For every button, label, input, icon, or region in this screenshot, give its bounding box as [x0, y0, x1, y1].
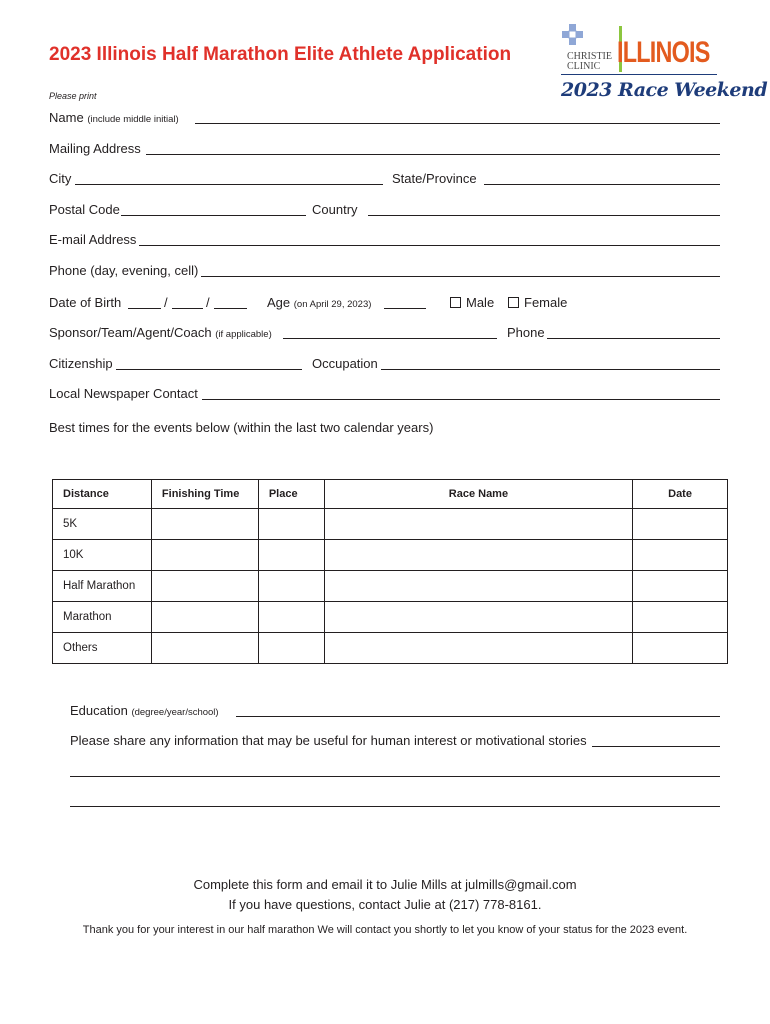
date-cell[interactable] [633, 602, 728, 633]
distance-cell: Half Marathon [53, 571, 152, 602]
time-cell[interactable] [151, 633, 258, 664]
race-name-cell[interactable] [324, 602, 632, 633]
distance-cell: 10K [53, 540, 152, 571]
age-input[interactable] [384, 308, 426, 309]
occupation-input[interactable] [381, 369, 720, 370]
time-cell[interactable] [151, 540, 258, 571]
age-label: Age (on April 29, 2023) [267, 295, 372, 310]
place-cell[interactable] [258, 571, 324, 602]
email-input[interactable] [139, 245, 720, 246]
page-title: 2023 Illinois Half Marathon Elite Athlete Application [49, 44, 512, 65]
email-label: E-mail Address [49, 232, 137, 247]
table-row [53, 509, 728, 540]
name-input[interactable] [195, 123, 720, 124]
phone-label: Phone (day, evening, cell) [49, 263, 199, 278]
mailing-address-input[interactable] [146, 154, 720, 155]
sponsor-phone-label: Phone [507, 325, 545, 340]
citizenship-input[interactable] [116, 369, 302, 370]
sponsor-label: Sponsor/Team/Agent/Coach (if applicable) [49, 325, 272, 340]
illinois-wordmark: ILLINOIS [617, 36, 710, 69]
time-cell[interactable] [151, 571, 258, 602]
table-header-row [53, 480, 728, 509]
race-name-cell[interactable] [324, 633, 632, 664]
table-row [53, 633, 728, 664]
clinic-cross-icon [559, 24, 589, 50]
name-label: Name (include middle initial) [49, 110, 179, 125]
header-date: Date [633, 480, 728, 509]
mailing-address-label: Mailing Address [49, 141, 141, 156]
footer-contact: If you have questions, contact Julie at (217) 778-8161. [228, 897, 542, 912]
place-cell[interactable] [258, 633, 324, 664]
table-row [53, 602, 728, 633]
state-input[interactable] [484, 184, 720, 185]
header-race-name: Race Name [324, 480, 632, 509]
date-cell[interactable] [633, 540, 728, 571]
male-option[interactable]: Male [450, 295, 494, 310]
best-times-table [52, 479, 728, 664]
phone-input[interactable] [201, 276, 720, 277]
date-cell[interactable] [633, 571, 728, 602]
female-checkbox[interactable] [508, 297, 519, 308]
city-input[interactable] [75, 184, 383, 185]
date-cell[interactable] [633, 633, 728, 664]
header-finishing-time: Finishing Time [151, 480, 258, 509]
sponsor-input[interactable] [283, 338, 497, 339]
postal-code-input[interactable] [121, 215, 306, 216]
education-label: Education (degree/year/school) [70, 703, 219, 718]
postal-code-label: Postal Code [49, 202, 120, 217]
citizenship-label: Citizenship [49, 356, 113, 371]
dob-day-input[interactable] [172, 308, 203, 309]
time-cell[interactable] [151, 509, 258, 540]
male-checkbox[interactable] [450, 297, 461, 308]
share-input-line-3[interactable] [70, 806, 720, 807]
distance-cell: Marathon [53, 602, 152, 633]
best-times-heading: Best times for the events below (within the last two calendar years) [49, 420, 434, 435]
race-weekend-text: 2023 Race Weekend [561, 79, 768, 101]
dob-month-input[interactable] [128, 308, 161, 309]
share-input-line-2[interactable] [70, 776, 720, 777]
place-cell[interactable] [258, 540, 324, 571]
please-print-note: Please print [49, 91, 97, 101]
newspaper-label: Local Newspaper Contact [49, 386, 198, 401]
clinic-name: CHRISTIE CLINIC [567, 51, 612, 72]
dob-label: Date of Birth [49, 295, 122, 310]
footer-instructions: Complete this form and email it to Julie Mills at julmills@gmail.com [193, 877, 577, 892]
logo-rule [561, 74, 717, 75]
newspaper-input[interactable] [202, 399, 720, 400]
table-row [53, 571, 728, 602]
country-input[interactable] [368, 215, 720, 216]
race-name-cell[interactable] [324, 571, 632, 602]
city-label: City [49, 171, 72, 186]
place-cell[interactable] [258, 509, 324, 540]
share-label: Please share any information that may be useful for human interest or motivational stories [70, 733, 587, 748]
footer-thanks: Thank you for your interest in our half marathon We will contact you shortly to let you know of your status for the 2023 event. [82, 924, 688, 936]
education-input[interactable] [236, 716, 720, 717]
header-distance: Distance [53, 480, 152, 509]
occupation-label: Occupation [312, 356, 378, 371]
race-name-cell[interactable] [324, 540, 632, 571]
place-cell[interactable] [258, 602, 324, 633]
distance-cell: 5K [53, 509, 152, 540]
dob-year-input[interactable] [214, 308, 247, 309]
state-label: State/Province [392, 171, 477, 186]
country-label: Country [312, 202, 358, 217]
distance-cell: Others [53, 633, 152, 664]
dob-slash: / [206, 295, 210, 310]
date-cell[interactable] [633, 509, 728, 540]
race-logo [555, 22, 768, 108]
race-name-cell[interactable] [324, 509, 632, 540]
table-row [53, 540, 728, 571]
header-place: Place [258, 480, 324, 509]
share-input[interactable] [592, 746, 720, 747]
female-option[interactable]: Female [508, 295, 567, 310]
time-cell[interactable] [151, 602, 258, 633]
sponsor-phone-input[interactable] [547, 338, 720, 339]
dob-slash: / [164, 295, 168, 310]
